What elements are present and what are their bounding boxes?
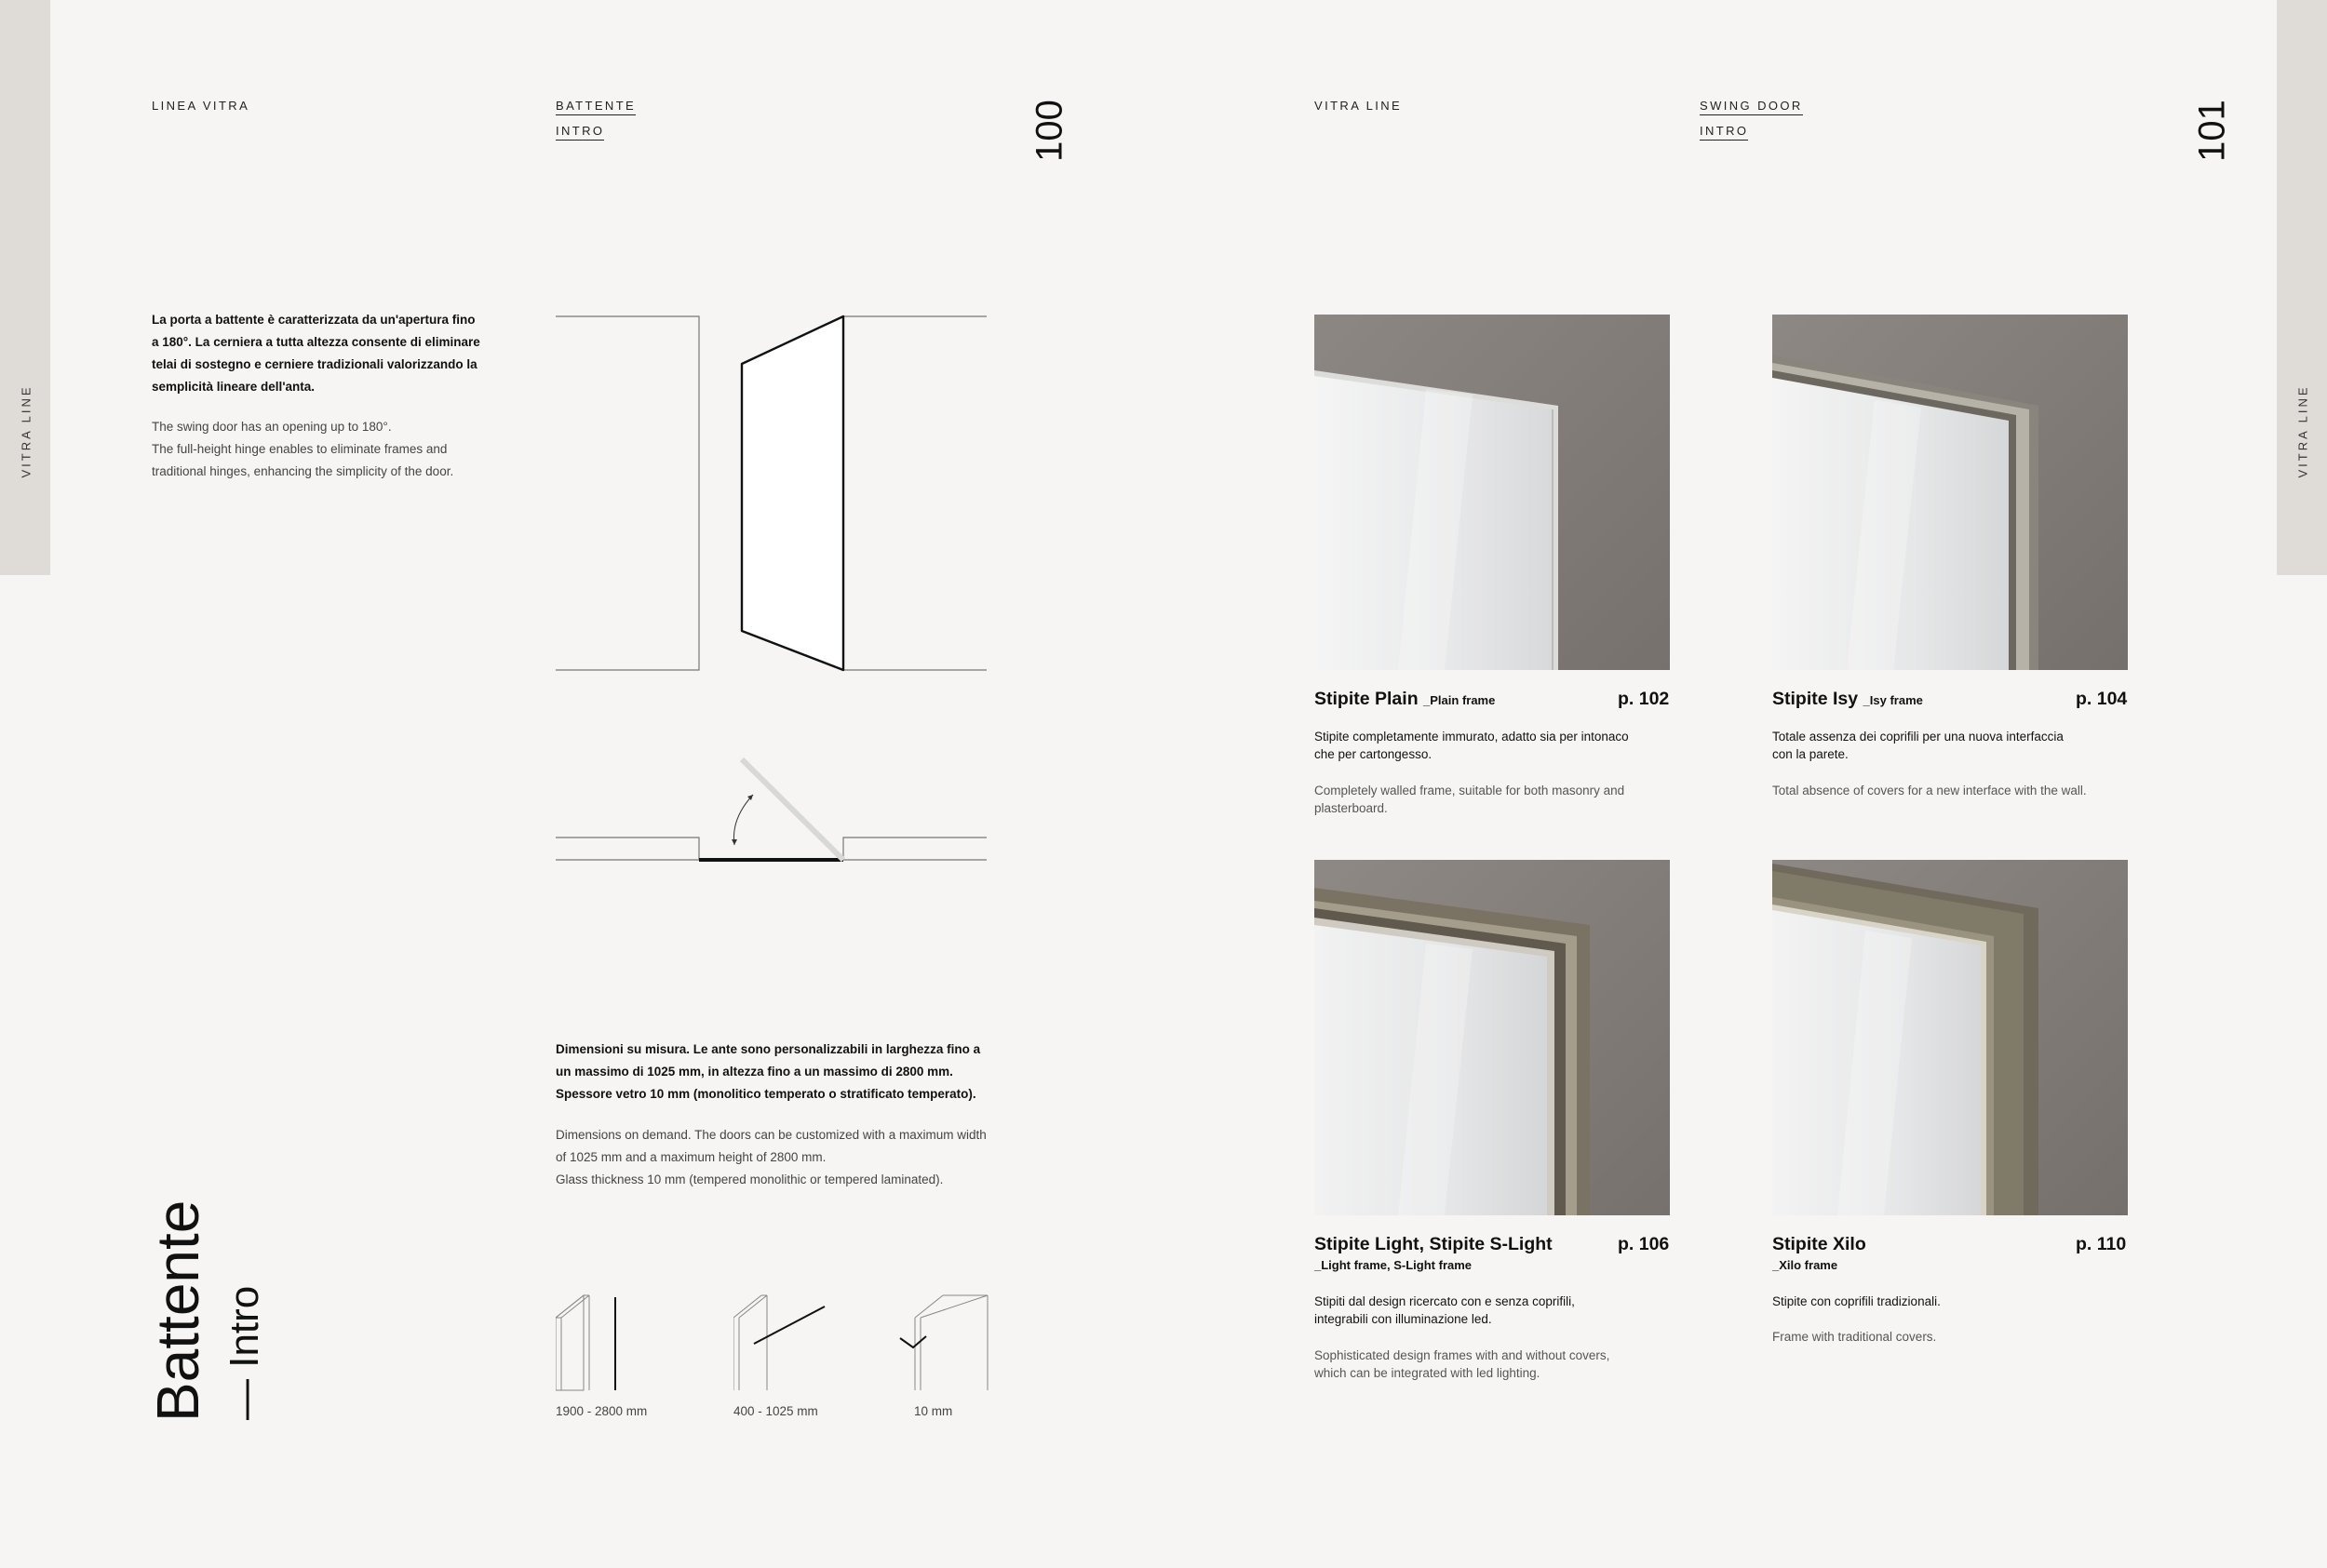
dimensions-en-line: Glass thickness 10 mm (tempered monolithic or tempered laminated). (556, 1173, 944, 1186)
product-name: Stipite Isy (1772, 689, 1859, 709)
product-photo-plain (1314, 315, 1670, 670)
product-page-ref-light: p. 106 (1618, 1234, 1670, 1254)
product-page-ref-plain: p. 102 (1618, 689, 1670, 709)
left-header-section: LINEA VITRA (152, 99, 250, 113)
door-plan-diagram (556, 754, 989, 870)
thickness-dimension-caption: 10 mm (914, 1404, 953, 1418)
product-desc-it-xilo (1772, 1293, 2126, 1310)
product-desc-en-light (1314, 1347, 1668, 1382)
section-title: Battente (144, 1199, 211, 1422)
left-header-sub1: BATTENTE (556, 99, 636, 115)
product-name: Stipite Xilo (1772, 1234, 1866, 1254)
product-title-plain (1314, 689, 1495, 710)
left-header-sub2: INTRO (556, 124, 604, 141)
product-desc-it-isy (1772, 728, 2126, 763)
product-desc-en-plain (1314, 782, 1668, 817)
intro-en-line: The swing door has an opening up to 180°. (152, 420, 392, 434)
height-dimension-caption: 1900 - 2800 mm (556, 1404, 648, 1418)
right-side-tab-label: VITRA LINE (2295, 384, 2310, 478)
dimensions-italian (556, 1039, 1021, 1106)
intro-it-line: La porta a battente è caratterizzata da un'apertura fino (152, 313, 476, 327)
height-dimension-icon (556, 1292, 625, 1394)
right-header-sub1: SWING DOOR (1700, 99, 1803, 115)
product-subtitle: _Xilo frame (1772, 1258, 1838, 1272)
desc-line: con la parete. (1772, 747, 1849, 761)
left-side-tab-label: VITRA LINE (19, 384, 34, 478)
desc-line: which can be integrated with led lighting. (1314, 1366, 1540, 1380)
product-photo-xilo (1772, 860, 2128, 1215)
desc-line: plasterboard. (1314, 801, 1388, 815)
left-side-tab (0, 0, 50, 575)
intro-it-line: telai di sostegno e cerniere tradizionali valorizzando la (152, 357, 478, 371)
dimensions-it-line: Spessore vetro 10 mm (monolitico temperato o stratificato temperato). (556, 1087, 976, 1101)
product-title-xilo (1772, 1234, 1866, 1272)
product-name: Stipite Plain (1314, 689, 1419, 709)
product-photo-light (1314, 860, 1670, 1215)
width-dimension-icon (733, 1292, 836, 1394)
product-desc-en-xilo (1772, 1328, 2126, 1346)
intro-it-line: a 180°. La cerniera a tutta altezza consente di eliminare (152, 335, 480, 349)
thickness-dimension-icon (898, 1292, 991, 1394)
right-header-section: VITRA LINE (1314, 99, 1403, 113)
product-page-ref-xilo: p. 110 (2076, 1234, 2127, 1254)
product-page-ref-isy: p. 104 (2076, 689, 2128, 709)
product-desc-en-isy (1772, 782, 2126, 799)
desc-line: integrabili con illuminazione led. (1314, 1312, 1492, 1326)
product-desc-it-light (1314, 1293, 1668, 1328)
dimensions-it-line: Dimensioni su misura. Le ante sono personalizzabili in larghezza fino a (556, 1042, 981, 1056)
product-subtitle: _Isy frame (1863, 693, 1923, 707)
intro-english (152, 416, 505, 483)
dimensions-en-line: Dimensions on demand. The doors can be customized with a maximum width (556, 1128, 987, 1142)
width-dimension-caption: 400 - 1025 mm (733, 1404, 818, 1418)
desc-line: Frame with traditional covers. (1772, 1330, 1937, 1344)
product-subtitle: _Light frame, S-Light frame (1314, 1258, 1473, 1272)
intro-italian (152, 309, 505, 398)
door-elevation-diagram (556, 313, 989, 676)
desc-line: Stipite con coprifili tradizionali. (1772, 1294, 1941, 1308)
desc-line: Completely walled frame, suitable for both masonry and (1314, 784, 1625, 797)
desc-line: Stipiti dal design ricercato con e senza coprifili, (1314, 1294, 1575, 1308)
product-title-isy (1772, 689, 1923, 710)
desc-line: Total absence of covers for a new interface with the wall. (1772, 784, 2087, 797)
dimensions-english (556, 1124, 1021, 1191)
product-title-light (1314, 1234, 1553, 1272)
product-name: Stipite Light, Stipite S-Light (1314, 1234, 1553, 1254)
right-header-sub2: INTRO (1700, 124, 1748, 141)
intro-en-line: The full-height hinge enables to eliminate frames and (152, 442, 448, 456)
product-subtitle: _Plain frame (1423, 693, 1496, 707)
product-photo-isy (1772, 315, 2128, 670)
intro-it-line: semplicità lineare dell'anta. (152, 380, 316, 394)
desc-line: Stipite completamente immurato, adatto sia per intonaco (1314, 730, 1629, 744)
desc-line: che per cartongesso. (1314, 747, 1433, 761)
dimensions-it-line: un massimo di 1025 mm, in altezza fino a un massimo di 2800 mm. (556, 1065, 953, 1079)
dimensions-en-line: of 1025 mm and a maximum height of 2800 mm. (556, 1150, 827, 1164)
right-side-tab (2277, 0, 2327, 575)
product-desc-it-plain (1314, 728, 1668, 763)
right-page-number: 101 (2191, 100, 2233, 162)
section-subtitle: — Intro (222, 1285, 267, 1420)
desc-line: Totale assenza dei coprifili per una nuova interfaccia (1772, 730, 2064, 744)
intro-en-line: traditional hinges, enhancing the simplicity of the door. (152, 464, 454, 478)
desc-line: Sophisticated design frames with and without covers, (1314, 1348, 1610, 1362)
left-page-number: 100 (1029, 100, 1070, 162)
